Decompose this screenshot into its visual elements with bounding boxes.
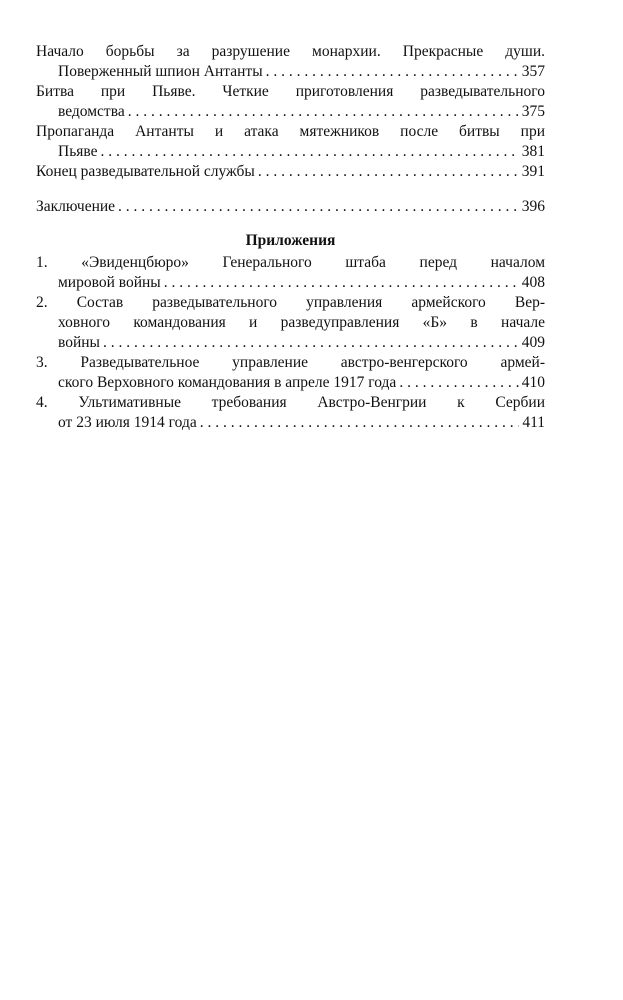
toc-entry-title-last: Конец разведывательной службы [36,163,255,180]
toc-entry-title-line: 4. Ультимативные требования Австро-Венгрии к Сербии [36,394,545,411]
toc-entry-appendix-4[interactable] [36,393,545,433]
toc-page-number: 410 [521,374,545,391]
toc-page-number: 357 [521,63,545,80]
toc-entry-title-line: 3. Разведывательное управление австро-венгерского армей- [36,354,545,371]
toc-entry-end-of-intelligence[interactable] [36,162,545,182]
toc-entry-conclusion[interactable] [36,197,545,217]
appendix-heading: Приложения [245,232,336,249]
toc-entry-title-line: Битва при Пьяве. Четкие приготовления разведывательного [36,83,545,100]
toc-entry-title-line: 1. «Эвиденцбюро» Генерального штаба перед началом [36,254,545,271]
toc-entry-title-last: от 23 июля 1914 года [58,414,197,431]
dot-leader [101,142,519,162]
toc-entry-title-last: ского Верховного командования в апреле 1917 года [58,374,397,391]
dot-leader [128,102,519,122]
toc-entry-beginning-of-struggle[interactable] [36,42,545,82]
toc-page-number: 409 [521,334,545,351]
toc-entry-appendix-3[interactable] [36,353,545,393]
toc-entry-title-line: 2. Состав разведывательного управления армейского Вер- [36,294,545,311]
dot-leader [200,413,520,433]
dot-leader [118,197,519,217]
toc-entry-title-last: ведомства [58,103,125,120]
table-of-contents [36,42,545,433]
toc-entry-appendix-1[interactable] [36,253,545,293]
toc-entry-title-last: войны [58,334,100,351]
toc-entry-entente-propaganda[interactable] [36,122,545,162]
toc-entry-title-last: мировой войны [58,274,161,291]
dot-leader [164,273,519,293]
toc-entry-title-last: Пьяве [58,143,98,160]
dot-leader [266,62,519,82]
toc-entry-title-last: Поверженный шпион Антанты [58,63,263,80]
toc-entry-title-last: Заключение [36,198,116,215]
toc-entry-title-line: Начало борьбы за разрушение монархии. Прекрасные души. [36,43,545,60]
toc-entry-title-line: ховного командования и разведуправления «Б» в начале [58,314,545,331]
toc-entry-title-line: Пропаганда Антанты и атака мятежников после битвы при [36,123,545,140]
toc-entry-appendix-2[interactable] [36,293,545,353]
toc-page-number: 391 [521,163,545,180]
toc-page-number: 411 [522,414,545,431]
dot-leader [399,373,518,393]
toc-page-number: 396 [521,198,545,215]
toc-entry-battle-of-piave[interactable] [36,82,545,122]
toc-page-number: 375 [521,103,545,120]
toc-page-number: 408 [521,274,545,291]
dot-leader [103,333,519,353]
toc-page-number: 381 [521,143,545,160]
dot-leader [258,162,519,182]
